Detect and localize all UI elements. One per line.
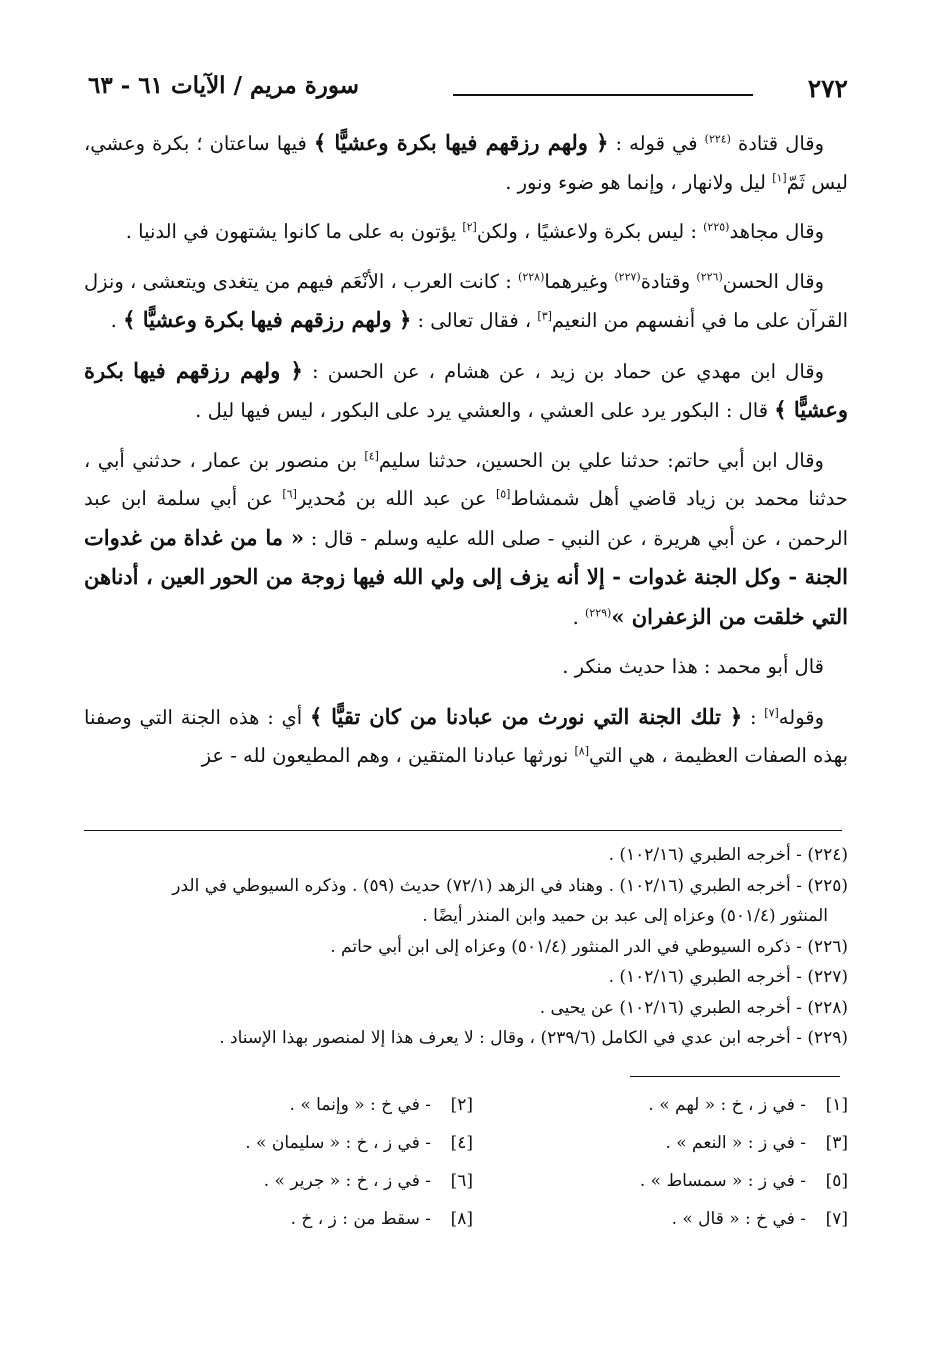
variant-note-1 xyxy=(488,1086,848,1124)
footnote-225-continued: المنثور (٥٠١/٤) وعزاه إلى عبد بن حميد وابن المنذر أيضًا . xyxy=(422,906,828,926)
variants-column-left xyxy=(113,1086,473,1238)
text-run: : كانت العرب ، الأنْعَم فيهم من يتغدى xyxy=(212,269,519,293)
variant-note-5 xyxy=(488,1162,848,1200)
variants-column-right xyxy=(488,1086,848,1238)
text-run: قال : البكور يرد على العشي ، والعشي يرد على البكور ، ليس فيها ليل . xyxy=(195,399,775,422)
variant-note-8 xyxy=(113,1200,473,1238)
variants-divider xyxy=(630,1076,840,1077)
text-run: : ليس بكرة ولاعشيًا ، ولكن xyxy=(476,220,704,243)
footnote-229: (٢٢٩) - أخرجه ابن عدي في الكامل (٢٣٩/٦) ، وقال : لا يعرف هذا إلا لمنصور بهذا الإسناد . xyxy=(219,1028,848,1048)
footnotes xyxy=(84,840,848,1054)
text-run: وقوله xyxy=(778,705,825,729)
paragraph-abu-muhammad xyxy=(84,648,848,687)
variant-text: - في ز : « النعم » . xyxy=(665,1133,806,1153)
main-text xyxy=(84,124,848,787)
footnote-225: (٢٢٥) - أخرجه الطبري (١٠٢/١٦) . وهناد في الزهد (٧٢/١) حديث (٥٩) . وذكره السيوطي في الدر xyxy=(172,875,848,896)
variant-text: - في ز ، خ : « سليمان » . xyxy=(245,1133,431,1153)
variant-ref: [٣] xyxy=(537,309,552,323)
text-run: ، فقال تعالى : xyxy=(411,309,538,332)
text-run: عن أبي سلمة xyxy=(156,487,283,510)
variant-note-2 xyxy=(113,1086,473,1124)
text-run: وغيرهما xyxy=(544,269,615,293)
variant-text: - في خ : « قال » . xyxy=(671,1209,806,1229)
running-title: سورة مريم / الآيات ٦١ - ٦٣ xyxy=(88,72,360,99)
variant-note-3 xyxy=(488,1124,848,1162)
text-run: وقال ابن مهدي عن حماد بن زيد ، عن هشام ، عن الحسن : xyxy=(302,359,824,383)
footnote-ref: (٢٢٦) xyxy=(696,270,723,283)
variant-note-7 xyxy=(488,1200,848,1238)
quran-quote: ﴿ ولهم رزقهم فيها xyxy=(133,357,303,383)
paragraph-hasan xyxy=(84,263,848,341)
variant-text: - في ز ، خ : « جرير » . xyxy=(263,1171,431,1191)
variant-ref: [٧] xyxy=(764,706,779,719)
variant-number: [٥] xyxy=(825,1171,848,1191)
variant-ref: [٨] xyxy=(574,744,589,758)
footnote-226: (٢٢٦) - ذكره السيوطي في الدر المنثور (٥٠١/٤) وعزاه إلى ابن أبي حاتم . xyxy=(330,936,848,957)
text-run: وقال الحسن xyxy=(722,269,825,293)
variant-text: - في ز ، خ : « لهم » . xyxy=(648,1095,806,1115)
footnote-224: (٢٢٤) - أخرجه الطبري (١٠٢/١٦) . xyxy=(608,845,848,865)
text-run: ابن عبد الرحمن ، عن أبي هريرة ، عن النبي - صلى الله عليه وسلم - قال : xyxy=(84,487,848,550)
footnote-ref: (٢٢٥) xyxy=(703,220,730,234)
variant-ref: [٥] xyxy=(495,487,511,501)
footnotes-divider xyxy=(84,830,842,831)
text-run: الدنيا . xyxy=(125,220,177,243)
text-run: يؤتون به على ما كانوا يشتهون في xyxy=(183,220,463,243)
footnote-228: (٢٢٨) - أخرجه الطبري (١٠٢/١٦) عن يحيى . xyxy=(539,997,848,1018)
footnote-ref: (٢٢٤) xyxy=(704,132,731,146)
variant-ref: [٢] xyxy=(462,220,477,234)
footnote-ref: (٢٢٨) xyxy=(518,270,545,283)
variant-text: - سقط من : ز ، خ . xyxy=(290,1209,431,1229)
variant-ref: [١] xyxy=(772,171,787,184)
paragraph-tilka-al-janna xyxy=(84,698,848,776)
text-run: قال أبو محمد : هذا حديث منكر . xyxy=(562,655,824,678)
page-number: ٢٧٢ xyxy=(807,74,848,103)
hadith-quote: العين ، أدناهن التي خلقت من الزعفران » xyxy=(84,564,848,629)
text-run: : xyxy=(742,705,765,729)
text-run: وقتادة xyxy=(640,269,697,293)
text-run: وعشي، ليس ثَمّ xyxy=(84,132,848,194)
text-run: وقال ابن أبي حاتم: حدثنا علي بن الحسين، حدثنا سليم xyxy=(378,448,824,472)
paragraph-mujahid xyxy=(84,213,848,252)
variant-text: - في خ : « وإنما » . xyxy=(289,1095,431,1115)
paragraph-qatada xyxy=(84,124,848,202)
quran-quote: ﴿ ولهم رزقهم فيها بكرة وعشيًّا ﴾ xyxy=(313,130,609,155)
page-header xyxy=(88,68,848,108)
footnote-ref: (٢٢٧) xyxy=(614,270,641,283)
text-run: في قوله : xyxy=(608,132,705,155)
text-run: نورثها عبادنا المتقين ، وهم المطيعون لله - عز xyxy=(201,744,575,767)
text-run: . xyxy=(572,605,585,629)
footnote-ref: (٢٢٩) xyxy=(585,606,612,619)
text-run: حدثني أبي ، حدثنا محمد بن زياد قاضي أهل شمشاط xyxy=(84,448,848,510)
variant-text: - في ز : « سمساط » . xyxy=(639,1171,806,1191)
text-run: عن عبد الله بن مُحدير xyxy=(296,487,496,510)
variant-number: [٣] xyxy=(825,1133,848,1153)
variant-number: [٤] xyxy=(450,1133,473,1153)
text-run: ليل ولانهار ، وإنما هو ضوء ونور . xyxy=(505,170,773,194)
hadith-quote: « ما من غداة xyxy=(183,524,305,550)
variant-note-4 xyxy=(113,1124,473,1162)
variant-ref: [٦] xyxy=(282,487,297,501)
text-run: فيها ساعتان ؛ بكرة xyxy=(152,132,314,155)
footnote-227: (٢٢٧) - أخرجه الطبري (١٠٢/١٦) . xyxy=(608,967,848,987)
text-run: أي : هذه الجنة التي xyxy=(139,705,310,729)
variant-ref: [٤] xyxy=(364,449,379,462)
text-run: وقال قتادة xyxy=(730,132,824,155)
variant-number: [٨] xyxy=(450,1209,473,1229)
quran-quote: بكرة وعشيًّا ﴾ xyxy=(84,357,848,422)
variant-note-6 xyxy=(113,1162,473,1200)
variant-number: [١] xyxy=(825,1095,848,1115)
text-run: ويتعشى ، ونزل القرآن على ما في أنفسهم من النعيم xyxy=(84,269,848,332)
text-run: بن منصور بن عمار ، xyxy=(189,448,365,472)
quran-quote: ﴿ ولهم رزقهم فيها xyxy=(250,307,412,332)
paragraph-ibn-mahdi xyxy=(84,352,848,431)
quran-quote: بكرة وعشيًّا ﴾ xyxy=(123,307,245,332)
variant-number: [٢] xyxy=(450,1095,473,1115)
variant-number: [٦] xyxy=(450,1171,473,1191)
paragraph-ibn-abi-hatim xyxy=(84,442,848,638)
text-run: وصفنا بهذه الصفات العظيمة ، هي التي xyxy=(84,705,848,767)
hadith-quote: من غدوات الجنة - وكل الجنة غدوات - إلا أنه يزف إلى ولي الله فيها زوجة من الحور xyxy=(84,524,849,589)
quran-quote: ﴿ تلك الجنة التي نورث من عبادنا من كان تقيًّا ﴾ xyxy=(309,703,743,729)
text-run: وقال مجاهد xyxy=(729,220,824,243)
text-run: . xyxy=(110,309,124,332)
header-rule xyxy=(453,94,753,96)
variant-number: [٧] xyxy=(825,1209,848,1229)
